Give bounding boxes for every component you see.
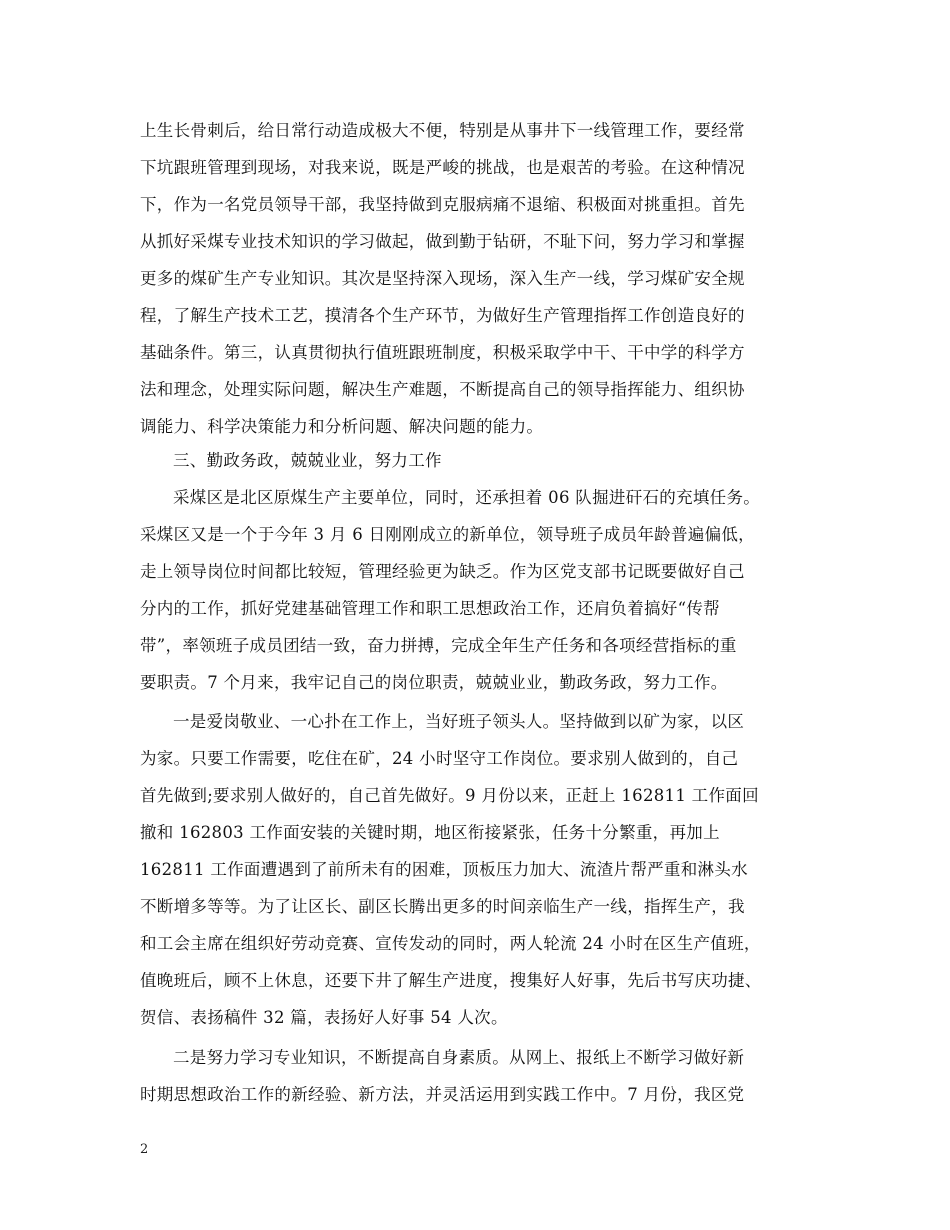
body-text-line: 调能力、科学决策能力和分析问题、解决问题的能力。 bbox=[140, 417, 544, 436]
body-text-line: 从抓好采煤专业技术知识的学习做起，做到勤于钻研，不耻下问，努力学习和掌握 bbox=[140, 232, 745, 251]
body-text-line: 首先做到;要求别人做好的，自己首先做好。9 月份以来，正赶上 162811 工作面回 bbox=[140, 786, 759, 805]
page-number: 2 bbox=[140, 1142, 149, 1157]
body-text-line: 更多的煤矿生产专业知识。其次是坚持深入现场，深入生产一线，学习煤矿安全规 bbox=[140, 269, 745, 288]
section-heading: 三、勤政务政，兢兢业业，努力工作 bbox=[173, 451, 442, 470]
body-text-line: 走上领导岗位时间都比较短，管理经验更为缺乏。作为区党支部书记既要做好自己 bbox=[140, 562, 745, 581]
body-text-line: 采煤区又是一个于今年 3 月 6 日刚刚成立的新单位，领导班子成员年龄普遍偏低， bbox=[140, 525, 755, 544]
body-text-line: 分内的工作，抓好党建基础管理工作和职工思想政治工作，还肩负着搞好“传帮 bbox=[140, 599, 720, 618]
body-text-line: 要职责。7 个月来，我牢记自己的岗位职责，兢兢业业，勤政务政，努力工作。 bbox=[140, 673, 728, 692]
body-text-line: 值晚班后，顾不上休息，还要下井了解生产进度，搜集好人好事，先后书写庆功捷、 bbox=[140, 971, 762, 990]
body-text-line: 下，作为一名党员领导干部，我坚持做到克服病痛不退缩、积极面对挑重担。首先 bbox=[140, 195, 745, 214]
body-text-line: 程，了解生产技术工艺，摸清各个生产环节，为做好生产管理指挥工作创造良好的 bbox=[140, 306, 745, 325]
body-text-line: 撤和 162803 工作面安装的关键时期，地区衔接紧张，任务十分繁重，再加上 bbox=[140, 823, 720, 842]
body-text-line: 法和理念，处理实际问题，解决生产难题，不断提高自己的领导指挥能力、组织协 bbox=[140, 380, 745, 399]
body-text-line: 带”，率领班子成员团结一致，奋力拼搏，完成全年生产任务和各项经营指标的重 bbox=[140, 636, 737, 655]
body-text-line: 贺信、表扬稿件 32 篇，表扬好人好事 54 人次。 bbox=[140, 1008, 508, 1027]
body-text-line: 一是爱岗敬业、一心扑在工作上，当好班子领头人。坚持做到以矿为家，以区 bbox=[173, 712, 745, 731]
body-text-line: 和工会主席在组织好劳动竞赛、宣传发动的同时，两人轮流 24 小时在区生产值班， bbox=[140, 934, 761, 953]
body-text-line: 采煤区是北区原煤生产主要单位，同时，还承担着 06 队掘进矸石的充填任务。 bbox=[173, 488, 761, 507]
body-text-line: 基础条件。第三，认真贯彻执行值班跟班制度，积极采取学中干、干中学的科学方 bbox=[140, 343, 745, 362]
body-text-line: 不断增多等等。为了让区长、副区长腾出更多的时间亲临生产一线，指挥生产，我 bbox=[140, 897, 745, 916]
body-text-line: 上生长骨刺后，给日常行动造成极大不便，特别是从事井下一线管理工作，要经常 bbox=[140, 121, 745, 140]
body-text-line: 162811 工作面遭遇到了前所未有的困难，顶板压力加大、流渣片帮严重和淋头水 bbox=[140, 860, 748, 879]
body-text-line: 为家。只要工作需要，吃住在矿，24 小时坚守工作岗位。要求别人做到的，自己 bbox=[140, 749, 739, 768]
body-text-line: 时期思想政治工作的新经验、新方法，并灵活运用到实践工作中。7 月份，我区党 bbox=[140, 1085, 745, 1104]
body-text-line: 下坑跟班管理到现场，对我来说，既是严峻的挑战，也是艰苦的考验。在这种情况 bbox=[140, 158, 745, 177]
body-text-line: 二是努力学习专业知识，不断提高自身素质。从网上、报纸上不断学习做好新 bbox=[173, 1048, 745, 1067]
